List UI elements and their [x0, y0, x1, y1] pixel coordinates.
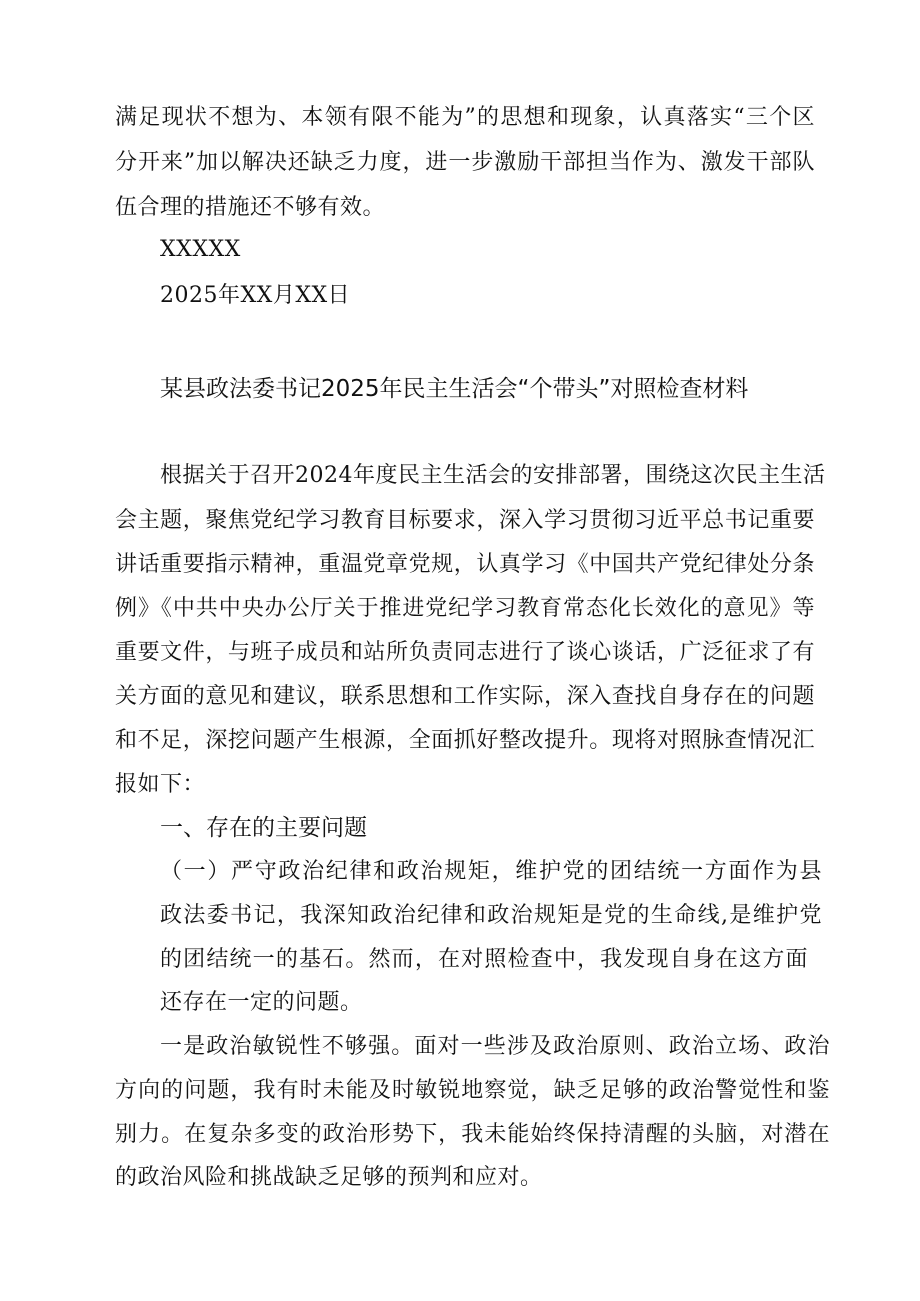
signature-date: 2025年XX月XX日 [160, 283, 351, 308]
paragraph-line: 伍合理的措施还不够有效。 [115, 195, 386, 220]
paragraph-line: 方向的问题，我有时未能及时敏锐地察觉，缺乏足够的政治警觉性和鉴 [115, 1078, 830, 1103]
paragraph-line: 例》《中共中央办公厅关于推进党纪学习教育常态化长效化的意见》等 [115, 596, 815, 621]
paragraph-line: 分开来”加以解决还缺乏力度，进一步激励干部担当作为、激发干部队 [115, 150, 815, 175]
paragraph-line: 报如下： [115, 772, 206, 797]
paragraph-line: 满足现状不想为、本领有限不能为”的思想和现象，认真落实“三个区 [115, 105, 815, 130]
section-heading: 一、存在的主要问题 [160, 815, 367, 841]
paragraph-line: 一是政治敏锐性不够强。面对一些涉及政治原则、政治立场、政治 [160, 1034, 830, 1059]
paragraph-line: 根据关于召开2024年度民主生活会的安排部署，围绕这次民主生活 [160, 463, 826, 488]
signature-name: XXXXX [160, 237, 241, 262]
paragraph-line: 政法委书记，我深知政治纪律和政治规矩是党的生命线,是维护党 [160, 903, 822, 928]
paragraph-line: 的团结统一的基石。然而，在对照检查中，我发现自身在这方面 [160, 947, 808, 972]
paragraph-line: 的政治风险和挑战缺乏足够的预判和应对。 [115, 1165, 543, 1190]
paragraph-line: 还存在一定的问题。 [160, 990, 363, 1015]
paragraph-line: 讲话重要指示精神，重温党章党规，认真学习《中国共产党纪律处分条 [115, 552, 815, 577]
paragraph-line: 别力。在复杂多变的政治形势下，我未能始终保持清醒的头脑，对潜在 [115, 1122, 830, 1147]
paragraph-line: 和不足，深挖问题产生根源，全面抓好整改提升。现将对照脉查情况汇 [115, 728, 815, 753]
paragraph-line: （一）严守政治纪律和政治规矩，维护党的团结统一方面作为县 [160, 859, 822, 884]
paragraph-line: 关方面的意见和建议，联系思想和工作实际，深入查找自身存在的问题 [115, 684, 815, 709]
document-title: 某县政法委书记2025年民主生活会“个带头”对照检查材料 [160, 376, 749, 402]
paragraph-line: 会主题，聚焦党纪学习教育目标要求，深入学习贯彻习近平总书记重要 [115, 508, 815, 533]
paragraph-line: 重要文件，与班子成员和站所负责同志进行了谈心谈话，广泛征求了有 [115, 640, 815, 665]
